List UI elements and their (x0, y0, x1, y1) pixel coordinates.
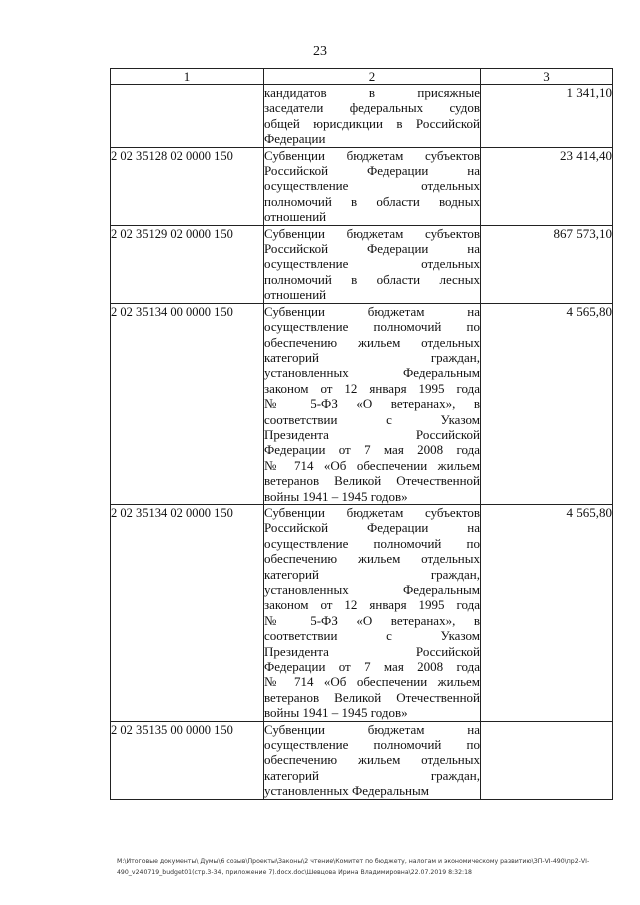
revenue-description (264, 504, 481, 721)
classification-code: 2 02 35134 02 0000 150 (111, 504, 264, 721)
description-line: Субвенции бюджетам на (264, 721, 480, 737)
description-line: осуществление полномочий по (264, 737, 480, 753)
description-line: Федерации от 7 мая 2008 года (264, 442, 480, 458)
description-line: законом от 12 января 1995 года (264, 597, 480, 613)
description-line: Федерации (264, 131, 326, 147)
revenue-description (264, 721, 481, 799)
description-line: установленных Федеральным (264, 582, 480, 597)
description-line: № 5-ФЗ «О ветеранах», в (264, 396, 480, 412)
description-line: соответствии с Указом (264, 628, 480, 644)
description-line: категорий граждан, (264, 566, 480, 582)
description-line: осуществление отдельных (264, 256, 480, 272)
description-line: категорий граждан, (264, 349, 480, 365)
amount-value: 867 573,10 (481, 225, 613, 303)
description-line: № 5-ФЗ «О ветеранах», в (264, 612, 480, 628)
description-line: № 714 «Об обеспечении жильем (264, 674, 480, 690)
amount-value: 1 341,10 (481, 85, 613, 148)
description-line: заседатели федеральных судов (264, 100, 480, 116)
footer-path-line-1: М:\Итоговые документы\ Думы\6 созыв\Проекты\Законы\2 чтение\Комитет по бюджету, налогам и экономическому развитию\ЗП-VI-490\пр2-VI- (117, 858, 590, 865)
revenue-description (264, 303, 481, 504)
description-line: соответствии с Указом (264, 411, 480, 427)
description-line: ветеранов Великой Отечественной (264, 473, 480, 489)
page-number: 23 (313, 44, 327, 59)
budget-table (110, 68, 613, 800)
description-line: Субвенции бюджетам субъектов (264, 225, 480, 241)
description-line: полномочий в области лесных (264, 271, 480, 287)
description-line: войны 1941 – 1945 годов» (264, 705, 408, 721)
classification-code: 2 02 35128 02 0000 150 (111, 147, 264, 225)
table-row (111, 85, 613, 148)
classification-code (111, 85, 264, 148)
classification-code: 2 02 35135 00 0000 150 (111, 721, 264, 799)
table-row (111, 225, 613, 303)
classification-code: 2 02 35129 02 0000 150 (111, 225, 264, 303)
description-line: отношений (264, 287, 327, 303)
table-row (111, 721, 613, 799)
description-line: войны 1941 – 1945 годов» (264, 488, 408, 504)
description-line: Субвенции бюджетам субъектов (264, 504, 480, 520)
amount-value: 4 565,80 (481, 504, 613, 721)
description-line: осуществление отдельных (264, 178, 480, 194)
amount-value (481, 721, 613, 799)
document-footer (117, 856, 617, 878)
footer-path-line-2: 490_v240719_budget01(стр.3-34, приложение 7).docx.doc\Шевцова Ирина Владимировна\22.07.2019 8:32:18 (117, 869, 472, 876)
description-line: обеспечению жильем отдельных (264, 551, 480, 567)
amount-value: 4 565,80 (481, 303, 613, 504)
column-header-code: 1 (111, 69, 264, 85)
description-line: установленных Федеральным (264, 365, 480, 381)
description-line: отношений (264, 209, 327, 225)
description-line: полномочий в области водных (264, 193, 480, 209)
description-line: Президента Российской (264, 426, 480, 442)
description-line: ветеранов Великой Отечественной (264, 689, 480, 705)
table-row (111, 147, 613, 225)
description-line: осуществление полномочий по (264, 319, 480, 335)
description-line: Президента Российской (264, 643, 480, 659)
description-line: установленных Федеральным (264, 783, 429, 799)
description-line: обеспечению жильем отдельных (264, 752, 480, 768)
column-header-amount: 3 (481, 69, 613, 85)
table-header-row (111, 69, 613, 85)
revenue-description (264, 147, 481, 225)
description-line: общей юрисдикции в Российской (264, 115, 480, 131)
description-line: категорий граждан, (264, 767, 480, 783)
description-line: № 714 «Об обеспечении жильем (264, 457, 480, 473)
revenue-description (264, 225, 481, 303)
description-line: кандидатов в присяжные (264, 85, 480, 100)
description-line: Российской Федерации на (264, 241, 480, 257)
column-header-name: 2 (264, 69, 481, 85)
description-line: Субвенции бюджетам субъектов (264, 147, 480, 163)
description-line: осуществление полномочий по (264, 535, 480, 551)
revenue-description (264, 85, 481, 148)
description-line: Российской Федерации на (264, 520, 480, 536)
classification-code: 2 02 35134 00 0000 150 (111, 303, 264, 504)
description-line: законом от 12 января 1995 года (264, 380, 480, 396)
description-line: обеспечению жильем отдельных (264, 334, 480, 350)
table-row (111, 303, 613, 504)
amount-value: 23 414,40 (481, 147, 613, 225)
description-line: Федерации от 7 мая 2008 года (264, 659, 480, 675)
table-row (111, 504, 613, 721)
table-body (111, 85, 613, 800)
description-line: Российской Федерации на (264, 163, 480, 179)
description-line: Субвенции бюджетам на (264, 303, 480, 319)
